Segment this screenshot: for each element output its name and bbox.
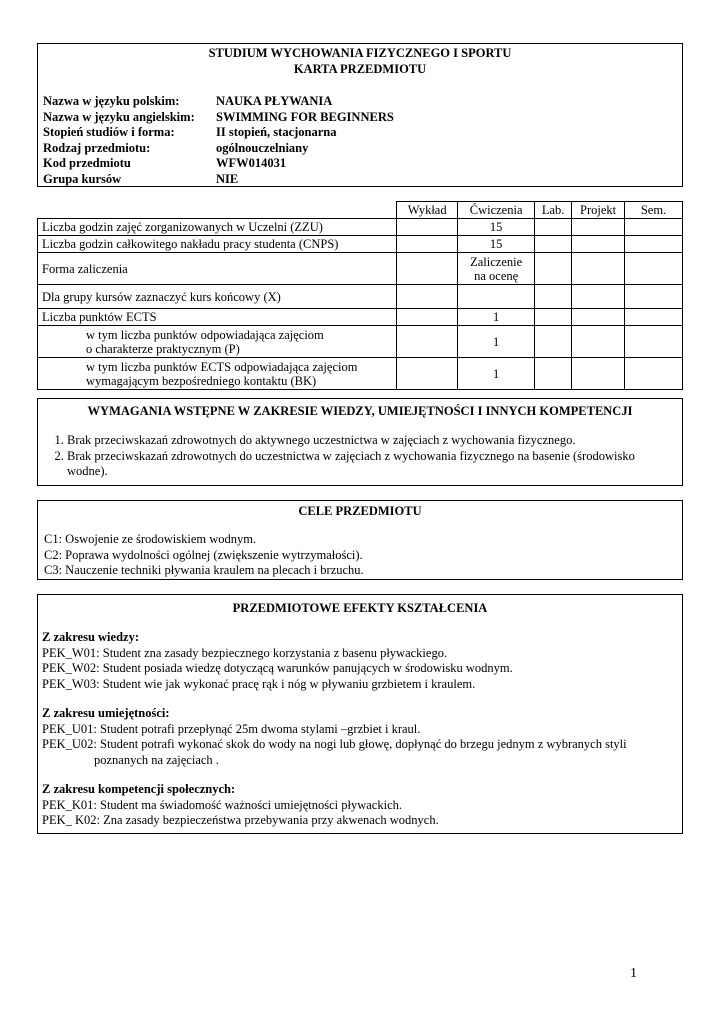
info-row-group: Grupa kursów NIE — [43, 171, 239, 186]
list-item: PEK_W01: Student zna zasady bezpiecznego korzystania z basenu pływackiego. — [42, 645, 448, 660]
table-row: w tym liczba punktów ECTS odpowiadająca zajęciom wymagającym bezpośredniego kontaktu (BK) 1 — [38, 358, 683, 390]
info-row-english-name: Nazwa w języku angielskim: SWIMMING FOR BEGINNERS — [43, 109, 394, 124]
list-item-continuation: poznanych na zajęciach . — [94, 752, 219, 767]
table-header-row — [38, 202, 683, 219]
col-lab: Lab. — [535, 202, 572, 219]
list-item: PEK_U01: Student potrafi przepłynąć 25m dwoma stylami –grzbiet i kraul. — [42, 721, 421, 736]
course-header-box — [37, 43, 683, 187]
list-item: C2: Poprawa wydolności ogólnej (zwiększenie wytrzymałości). — [44, 547, 363, 562]
requirements-list — [43, 433, 677, 480]
requirements-box — [37, 398, 683, 486]
col-projekt: Projekt — [572, 202, 625, 219]
requirements-title: WYMAGANIA WSTĘPNE W ZAKRESIE WIEDZY, UMIEJĘTNOŚCI I INNYCH KOMPETENCJI — [87, 404, 633, 418]
list-item: C3: Nauczenie techniki pływania kraulem na plecach i brzuchu. — [44, 563, 364, 577]
knowledge-heading: Z zakresu wiedzy: — [42, 630, 139, 644]
info-row-type: Rodzaj przedmiotu: ogólnouczelniany — [43, 140, 309, 155]
outcomes-title: PRZEDMIOTOWE EFEKTY KSZTAŁCENIA — [232, 601, 488, 615]
list-item: PEK_U02: Student potrafi wykonać skok do wody na nogi lub głowę, dopłynąć do brzegu jednym z wybranych styli — [42, 737, 627, 751]
col-sem: Sem. — [625, 202, 683, 219]
page-number: 1 — [630, 966, 637, 981]
table-row: Forma zaliczenia Zaliczenie na ocenę — [38, 253, 683, 285]
list-item: PEK_W02: Student posiada wiedzę dotyczącą warunków panujących w środowisku wodnym. — [42, 661, 513, 675]
list-item: 1. Brak przeciwskazań zdrowotnych do aktywnego uczestnictwa w zajęciach z wychowania fizycznego. — [67, 433, 677, 449]
table-row: Liczba godzin całkowitego nakładu pracy studenta (CNPS) 15 — [38, 236, 683, 253]
table-row: Liczba punktów ECTS 1 — [38, 309, 683, 326]
goals-title: CELE PRZEDMIOTU — [298, 504, 422, 518]
card-title: KARTA PRZEDMIOTU — [293, 61, 427, 76]
hours-table — [37, 201, 683, 390]
list-item: 2. Brak przeciwskazań zdrowotnych do uczestnictwa w zajęciach z wychowania fizycznego na basenie (środowisko wodne). — [67, 449, 677, 480]
table-row: Dla grupy kursów zaznaczyć kurs końcowy (X) — [38, 285, 683, 309]
info-row-code: Kod przedmiotu WFW014031 — [43, 156, 287, 170]
table-row: w tym liczba punktów odpowiadająca zajęciom o charakterze praktycznym (P) 1 — [38, 326, 683, 358]
info-row-polish-name: Nazwa w języku polskim: NAUKA PŁYWANIA — [43, 94, 333, 108]
list-item: PEK_ K02: Zna zasady bezpieczeństwa przebywania przy akwenach wodnych. — [42, 813, 439, 827]
col-wyklad: Wykład — [397, 202, 458, 219]
table-row: Liczba godzin zajęć zorganizowanych w Uczelni (ZZU) 15 — [38, 219, 683, 236]
skills-heading: Z zakresu umiejętności: — [42, 706, 170, 720]
goals-box — [37, 500, 683, 580]
outcomes-box — [37, 594, 683, 834]
institution-title: STUDIUM WYCHOWANIA FIZYCZNEGO I SPORTU — [208, 46, 512, 60]
info-row-level: Stopień studiów i forma: II stopień, stacjonarna — [43, 125, 337, 139]
list-item: PEK_W03: Student wie jak wykonać pracę rąk i nóg w pływaniu grzbietem i kraulem. — [42, 676, 476, 691]
col-cwiczenia: Ćwiczenia — [458, 202, 535, 219]
social-heading: Z zakresu kompetencji społecznych: — [42, 782, 236, 796]
list-item: PEK_K01: Student ma świadomość ważności umiejętności pływackich. — [42, 797, 403, 812]
list-item: C1: Oswojenie ze środowiskiem wodnym. — [44, 532, 257, 546]
